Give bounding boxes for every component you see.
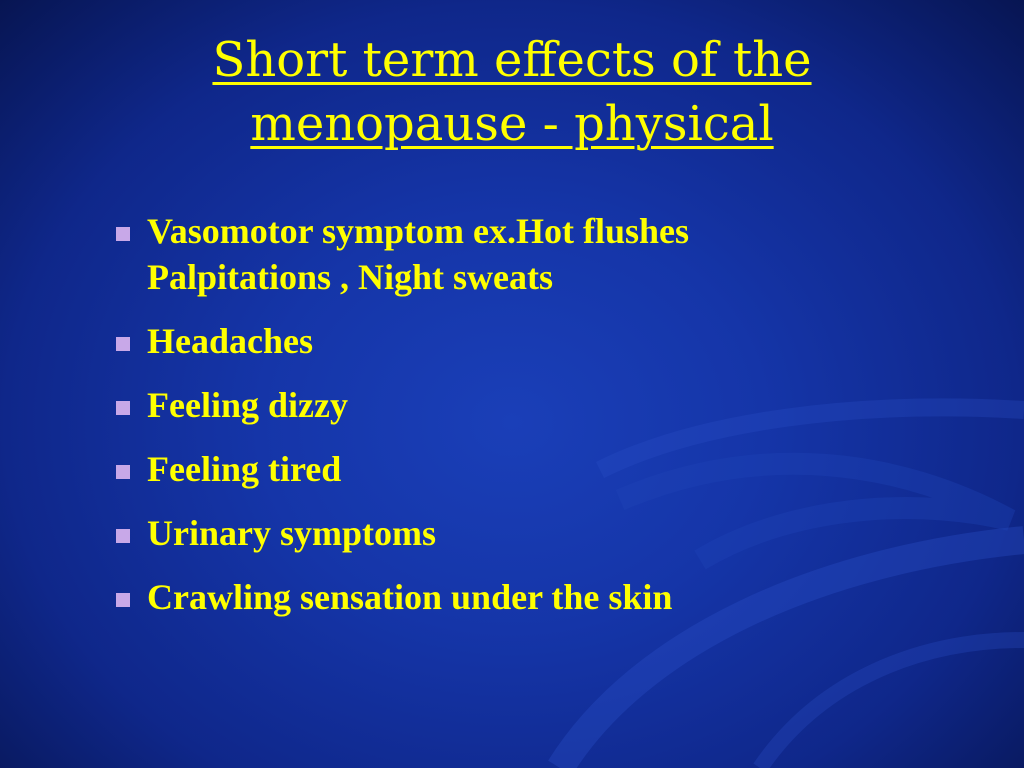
- square-bullet-icon: [116, 529, 130, 543]
- bullet-line: Feeling dizzy: [147, 385, 348, 425]
- bullet-item-tired: [116, 446, 976, 492]
- bullet-line: Headaches: [147, 321, 313, 361]
- bullet-line: Vasomotor symptom ex.Hot flushes: [147, 211, 690, 251]
- bullet-item-crawling: [116, 574, 976, 620]
- square-bullet-icon: [116, 465, 130, 479]
- bullet-item-headaches: [116, 318, 976, 364]
- slide-title: [112, 28, 912, 156]
- bullet-line: Crawling sensation under the skin: [147, 577, 673, 617]
- square-bullet-icon: [116, 227, 130, 241]
- title-line-1: Short term effects of the: [212, 32, 812, 88]
- bullet-text: [147, 208, 976, 300]
- bullet-item-urinary: [116, 510, 976, 556]
- bullet-list: [116, 208, 976, 638]
- bullet-line: Palpitations , Night sweats: [147, 257, 554, 297]
- bullet-text: [147, 318, 976, 364]
- bullet-text: [147, 446, 976, 492]
- title-line-2: menopause - physical: [250, 96, 774, 152]
- square-bullet-icon: [116, 337, 130, 351]
- bullet-text: [147, 382, 976, 428]
- bullet-item-vasomotor: [116, 208, 976, 300]
- bullet-text: [147, 510, 976, 556]
- square-bullet-icon: [116, 401, 130, 415]
- bullet-text: [147, 574, 976, 620]
- bullet-line: Urinary symptoms: [147, 513, 436, 553]
- square-bullet-icon: [116, 593, 130, 607]
- bullet-line: Feeling tired: [147, 449, 342, 489]
- bullet-item-dizzy: [116, 382, 976, 428]
